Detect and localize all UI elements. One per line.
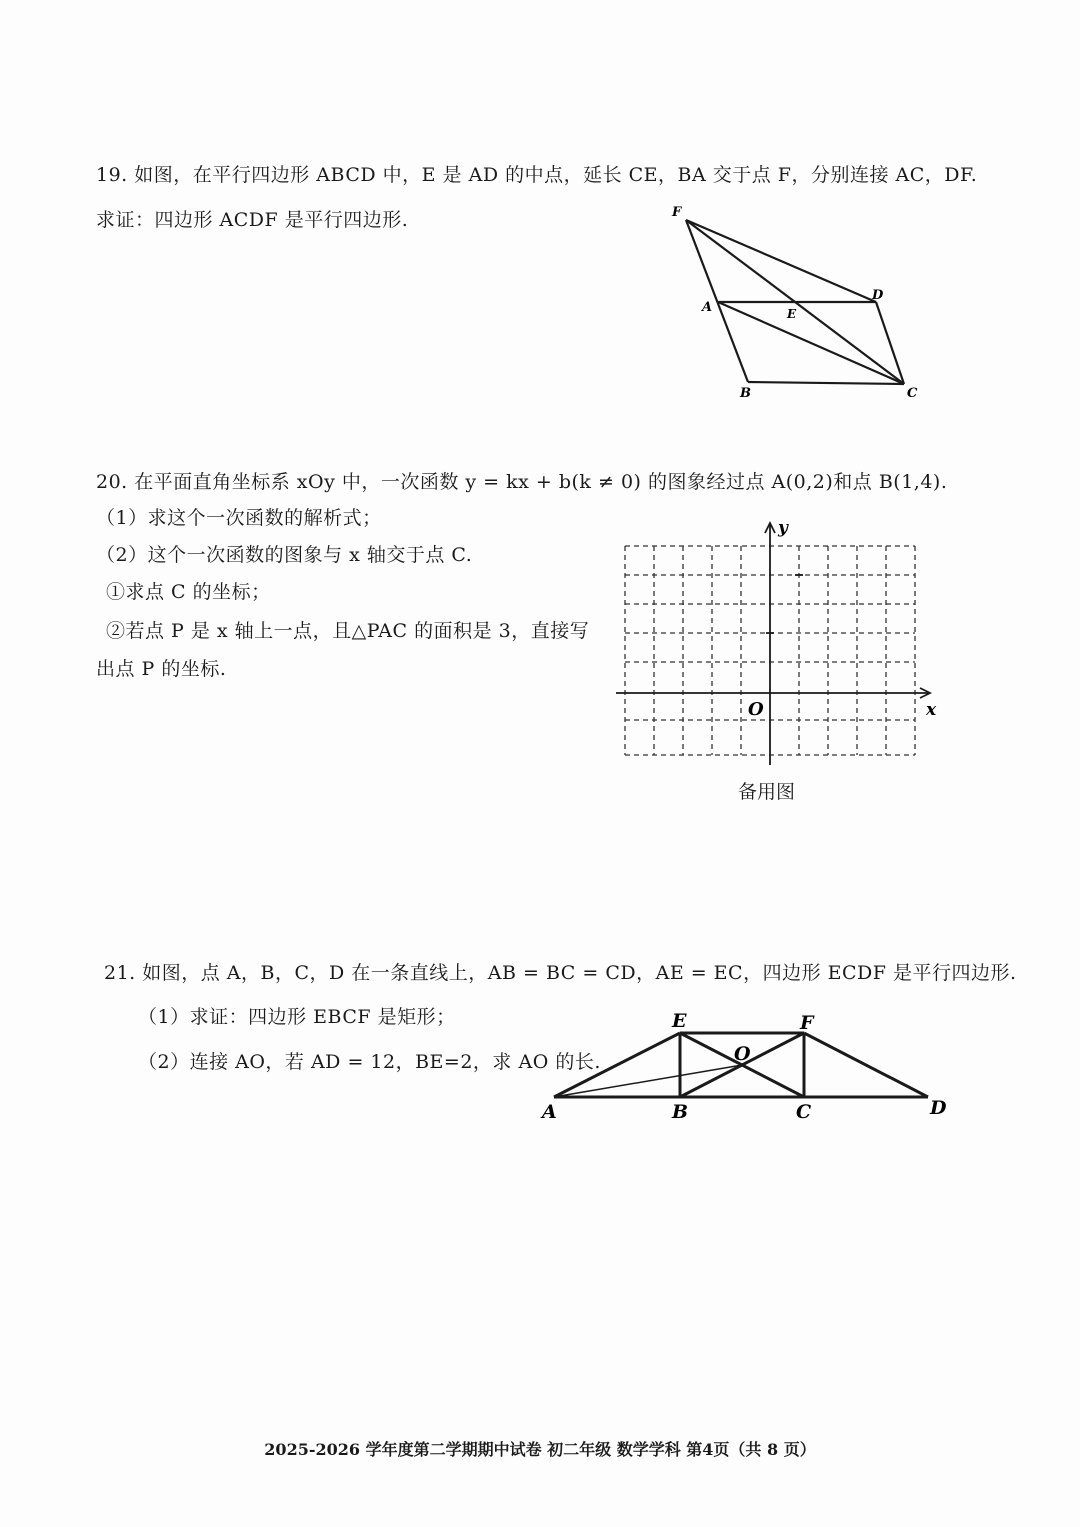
segment-CB [748,382,904,384]
label-C: C [796,1101,812,1123]
page-footer: 2025-2026 学年度第二学期期中试卷 初二年级 数学学科 第4页（共 8 页） [264,1440,816,1459]
q20-sub1: ①求点 C 的坐标； [106,581,271,603]
q20-sub2-line2: 出点 P 的坐标. [96,658,227,680]
q19-figure [660,198,930,408]
label-A: A [542,1101,557,1123]
q21-stem: 21. 如图，点 A，B，C，D 在一条直线上，AB = BC = CD，AE = EC，四边形 ECDF 是平行四边形. [104,962,1017,984]
segment-FD [686,220,876,302]
label-origin: O [748,699,764,720]
label-x: x [926,700,937,720]
label-E: E [787,307,797,321]
segment-FD [804,1033,928,1097]
label-F: F [672,205,682,220]
label-F: F [800,1012,814,1034]
label-D: D [872,288,884,303]
rectangle-diagram [536,1005,956,1130]
label-B: B [672,1101,689,1123]
parallelogram-diagram [660,198,930,408]
grid-diagram [610,515,950,770]
q21-figure [536,1005,956,1130]
q20-sub2-line1: ②若点 P 是 x 轴上一点，且△PAC 的面积是 3，直接写 [106,620,590,642]
q20-coordinate-grid [610,515,950,770]
q20-part2: （2）这个一次函数的图象与 x 轴交于点 C. [96,544,473,566]
segment-AE [554,1033,680,1097]
label-y: y [778,518,788,538]
label-O: O [734,1043,751,1065]
q21-part1: （1）求证：四边形 EBCF 是矩形； [138,1006,456,1028]
q20-part1: （1）求这个一次函数的解析式； [96,507,382,529]
q19-stem: 19. 如图，在平行四边形 ABCD 中，E 是 AD 的中点，延长 CE，BA 交于点 F，分别连接 AC，DF. [96,164,978,186]
q21-part2: （2）连接 AO，若 AD = 12，BE=2，求 AO 的长. [138,1051,601,1073]
q20-stem: 20. 在平面直角坐标系 xOy 中，一次函数 y = kx + b(k ≠ 0) 的图象经过点 A(0,2)和点 B(1,4). [96,471,948,493]
label-C: C [907,386,918,401]
label-E: E [672,1010,687,1032]
q19-prove: 求证：四边形 ACDF 是平行四边形. [96,209,409,231]
label-A: A [702,300,713,315]
segment-DC [876,302,904,384]
label-B: B [740,386,751,401]
q20-caption: 备用图 [738,781,796,803]
label-D: D [930,1097,947,1119]
